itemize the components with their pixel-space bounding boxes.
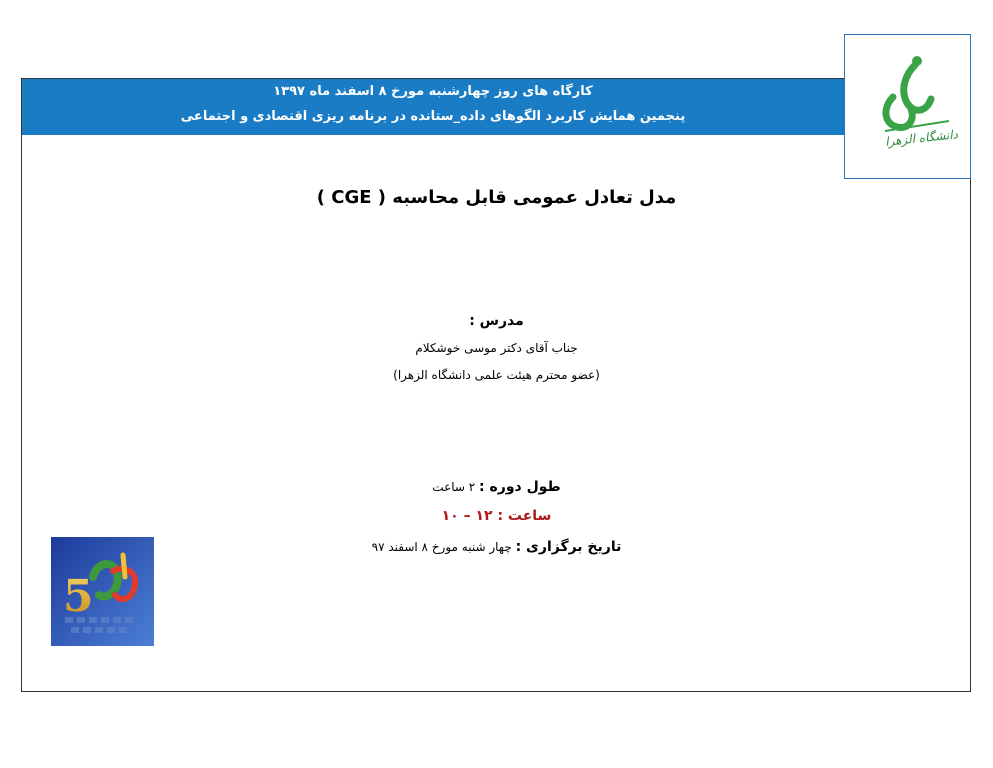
conference-badge [51, 537, 154, 646]
badge-number: 5 [63, 571, 94, 622]
banner-line-2: پنجمین همایش کاربرد الگوهای داده_ستانده در برنامه ریزی اقتصادی و اجتماعی [180, 109, 686, 124]
workshop-title: مدل تعادل عمومی قابل محاسبه ( CGE ) [316, 187, 677, 208]
instructor-label: مدرس : [469, 313, 524, 329]
instructor-affiliation: (عضو محترم هیئت علمی دانشگاه الزهرا) [393, 368, 600, 382]
time-row: ساعت : ۱۲ – ۱۰ [441, 508, 552, 524]
banner-line-1: کارگاه های روز چهارشنبه مورخ ۸ اسفند ماه ۱۳۹۷ [273, 84, 593, 99]
university-logo-text: دانشگاه الزهرا [884, 127, 959, 149]
duration-label: طول دوره : [479, 479, 561, 495]
instructor-name: جناب آقای دکتر موسی خوشکلام [415, 341, 578, 355]
page-frame [21, 78, 971, 692]
date-value: چهار شنبه مورخ ۸ اسفند ۹۷ [371, 540, 512, 554]
duration-value: ۲ ساعت [432, 480, 476, 494]
date-label: تاریخ برگزاری : [515, 539, 622, 555]
conference-badge-icon [51, 537, 154, 646]
university-logo-mark-icon [845, 35, 972, 180]
university-logo [844, 34, 971, 179]
header-banner [22, 79, 844, 135]
duration-row [0, 479, 993, 495]
